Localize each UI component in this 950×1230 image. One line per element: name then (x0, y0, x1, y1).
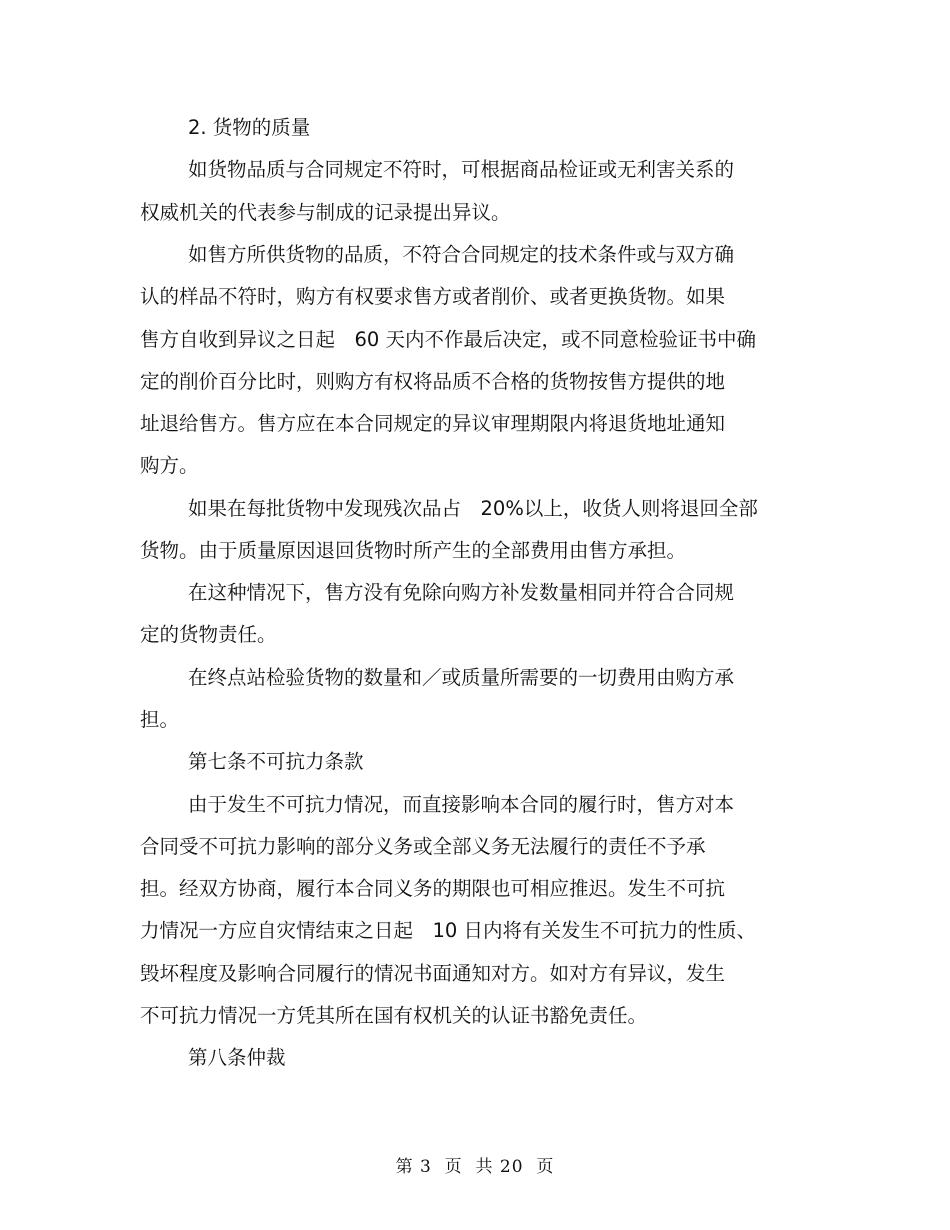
paragraph-line: 合同受不可抗力影响的部分义务或全部义务无法履行的责任不予承 (140, 835, 706, 858)
paragraph-line: 不可抗力情况一方凭其所在国有权机关的认证书豁免责任。 (140, 1004, 648, 1027)
section-heading: 第八条仲裁 (188, 1046, 286, 1069)
paragraph-line: 如果在每批货物中发现残次品占 20%以上，收货人则将退回全部 (188, 497, 758, 520)
paragraph-line: 在终点站检验货物的数量和／或质量所需要的一切费用由购方承 (188, 666, 735, 689)
paragraph-line: 定的削价百分比时，则购方有权将品质不合格的货物按售方提供的地 (140, 370, 726, 393)
paragraph-line: 货物。由于质量原因退回货物时所产生的全部费用由售方承担。 (140, 539, 687, 562)
paragraph-line: 如货物品质与合同规定不符时，可根据商品检证或无利害关系的 (188, 158, 735, 181)
paragraph-line: 址退给售方。售方应在本合同规定的异议审理期限内将退货地址通知 (140, 412, 726, 435)
paragraph-line: 如售方所供货物的品质，不符合合同规定的技术条件或与双方确 (188, 243, 735, 266)
page-number: 第 3 页 共 20 页 (395, 1157, 555, 1177)
paragraph-line: 认的样品不符时，购方有权要求售方或者削价、或者更换货物。如果 (140, 285, 726, 308)
paragraph-line: 权威机关的代表参与制成的记录提出异议。 (140, 201, 511, 224)
paragraph-line: 担。经双方协商，履行本合同义务的期限也可相应推迟。发生不可抗 (140, 877, 726, 900)
paragraph-line: 力情况一方应自灾情结束之日起 10 日内将有关发生不可抗力的性质、 (140, 919, 757, 942)
paragraph-line: 在这种情况下，售方没有免除向购方补发数量相同并符合合同规 (188, 581, 735, 604)
paragraph-line: 由于发生不可抗力情况，而直接影响本合同的履行时，售方对本 (188, 793, 735, 816)
section-heading: 第七条不可抗力条款 (188, 750, 364, 773)
paragraph-line: 售方自收到异议之日起 60 天内不作最后决定，或不同意检验证书中确 (140, 328, 757, 351)
paragraph-line: 担。 (140, 708, 180, 731)
paragraph-line: 购方。 (140, 454, 199, 477)
paragraph-line: 定的货物责任。 (140, 623, 277, 646)
paragraph-line: 毁坏程度及影响合同履行的情况书面通知对方。如对方有异议，发生 (140, 962, 726, 985)
section-heading: 2. 货物的质量 (188, 116, 311, 139)
